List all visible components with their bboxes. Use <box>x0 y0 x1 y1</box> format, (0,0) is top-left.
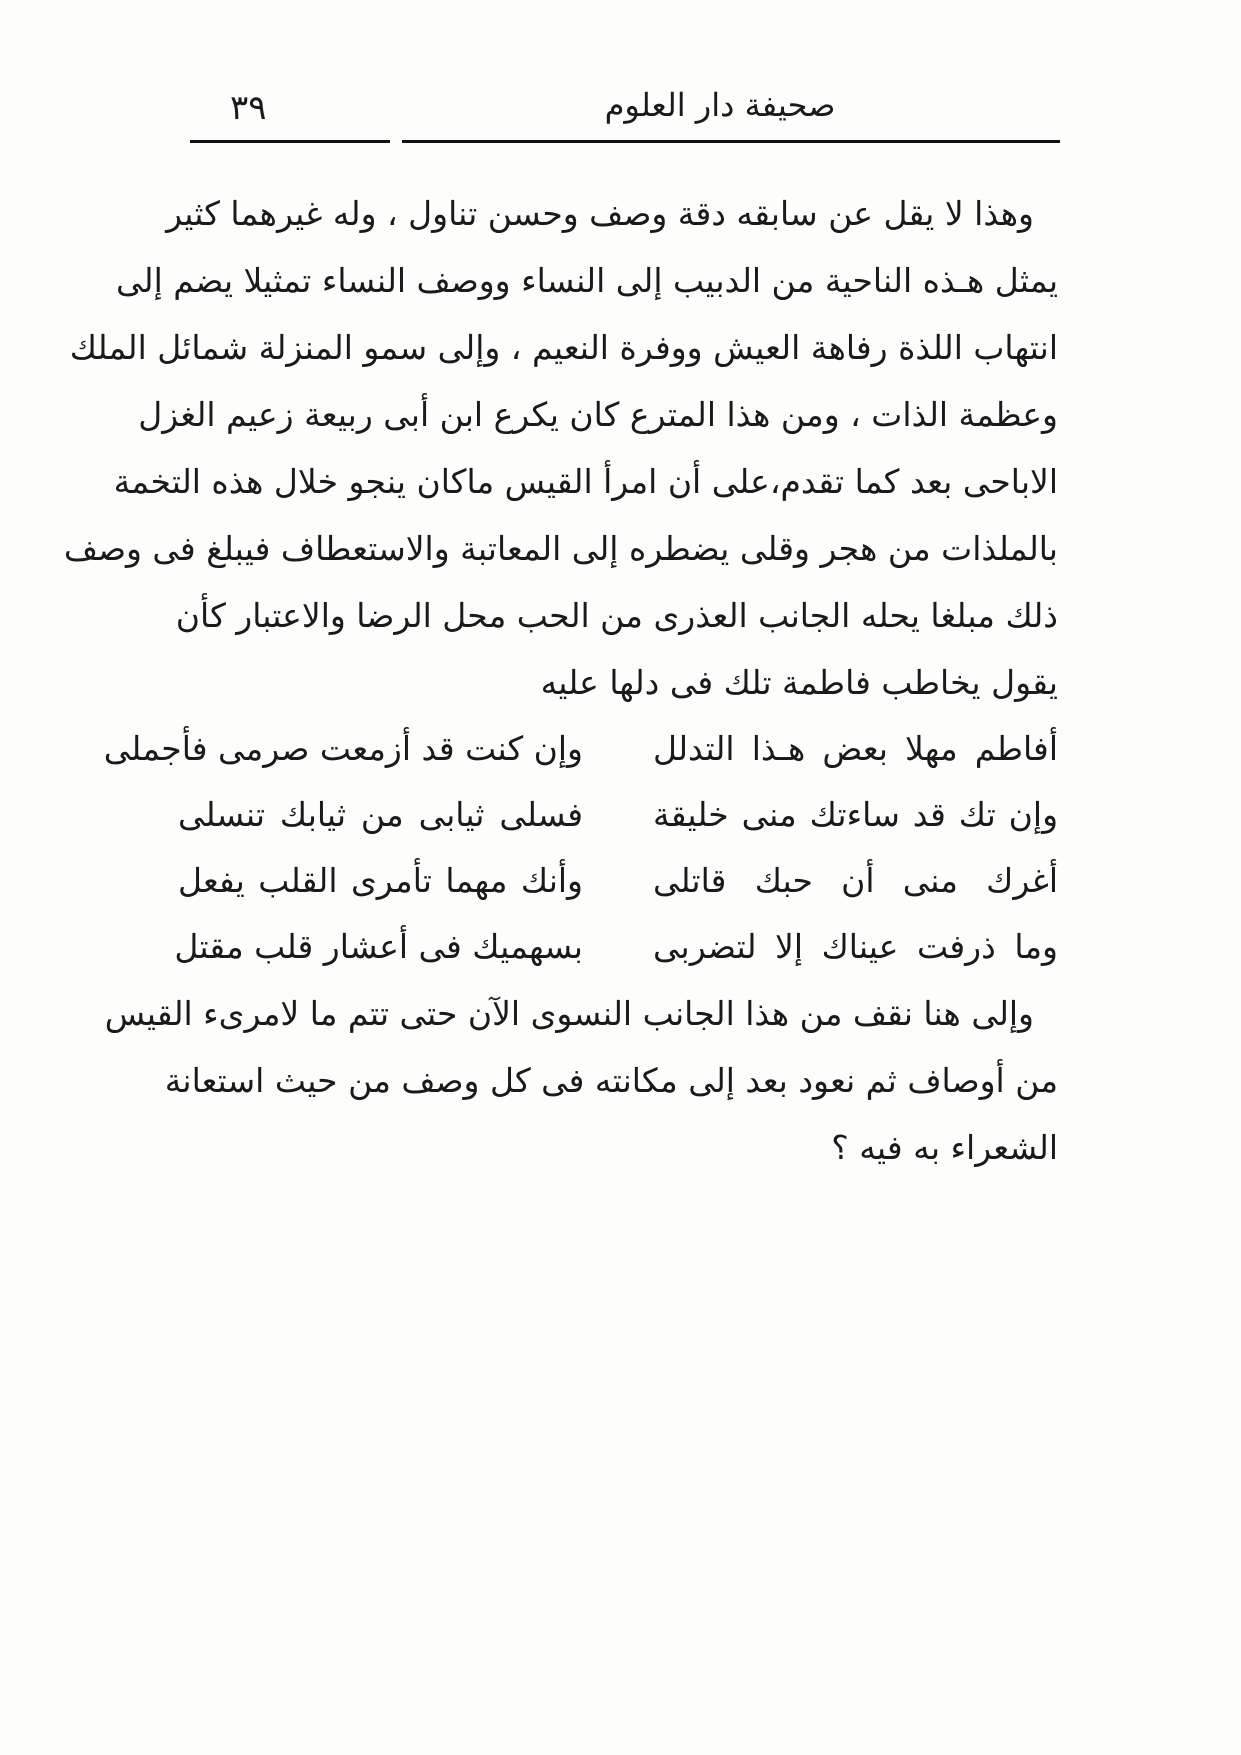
verse-second-hemistich: فسلى ثيابى من ثيابك تنسلى <box>178 795 583 834</box>
poem-verse <box>178 782 1058 848</box>
prose-line: وهذا لا يقل عن سابقه دقة وصف وحسن تناول ، وله غيرهما كثير <box>166 194 1034 233</box>
verse-second-hemistich: وأنك مهما تأمرى القلب يفعل <box>178 861 583 900</box>
verse-second-hemistich: بسهميك فى أعشار قلب مقتل <box>174 927 583 966</box>
header-rule-long <box>402 140 1060 143</box>
prose-line: يمثل هـذه الناحية من الدبيب إلى النساء ووصف النساء تمثيلا يضم إلى <box>116 261 1058 300</box>
prose-line: يقول يخاطب فاطمة تلك فى دلها عليه <box>540 663 1058 702</box>
verse-first-hemistich: أفاطم مهلا بعض هـذا التدلل <box>653 729 1058 768</box>
poem-verse <box>103 716 1058 782</box>
verse-first-hemistich: وإن تك قد ساءتك منى خليقة <box>653 795 1058 834</box>
page-number: ٣٩ <box>230 88 267 128</box>
prose-line: الاباحى بعد كما تقدم،على أن امرأ القيس ماكان ينجو خلال هذه التخمة <box>113 462 1058 501</box>
verse-first-hemistich: وما ذرفت عيناك إلا لتضربى <box>653 927 1058 966</box>
poem-verse <box>174 914 1058 980</box>
prose-line: ذلك مبلغا يحله الجانب العذرى من الحب محل الرضا والاعتبار كأن <box>175 596 1058 635</box>
prose-line: وعظمة الذات ، ومن هذا المترع كان يكرع ابن أبى ربيعة زعيم الغزل <box>138 395 1058 434</box>
verse-second-hemistich: وإن كنت قد أزمعت صرمى فأجملى <box>103 729 583 768</box>
journal-title: صحيفة دار العلوم <box>604 86 836 124</box>
page-header <box>190 78 1060 148</box>
prose-line: الشعراء به فيه ؟ <box>831 1128 1058 1167</box>
body-text <box>63 180 1058 1181</box>
prose-line: انتهاب اللذة رفاهة العيش ووفرة النعيم ، وإلى سمو المنزلة شمائل الملك <box>69 328 1058 367</box>
verse-first-hemistich: أغرك منى أن حبك قاتلى <box>653 861 1058 900</box>
prose-line: من أوصاف ثم نعود بعد إلى مكانته فى كل وصف من حيث استعانة <box>164 1061 1058 1100</box>
header-rule-short <box>190 140 390 143</box>
prose-line: بالملذات من هجر وقلى يضطره إلى المعاتبة والاستعطاف فيبلغ فى وصف <box>63 529 1058 568</box>
poem-verse <box>178 848 1058 914</box>
prose-line: وإلى هنا نقف من هذا الجانب النسوى الآن حتى تتم ما لامرىء القيس <box>104 994 1034 1033</box>
